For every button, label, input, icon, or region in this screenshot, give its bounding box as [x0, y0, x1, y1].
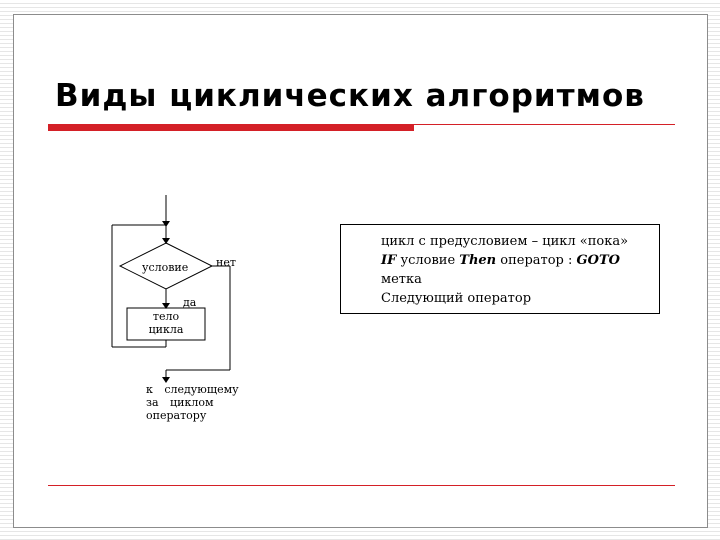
description-line-1: цикл с предусловием – цикл «пока» — [381, 234, 629, 249]
condition-word: условие — [396, 253, 460, 268]
operator-word: оператор : — [496, 253, 577, 268]
slide-title: Виды циклических алгоритмов — [55, 78, 645, 114]
no-label: нет — [216, 256, 236, 269]
description-line-2 — [381, 251, 628, 270]
exit-label: к следующему за циклом оператору — [146, 383, 239, 422]
description-text — [381, 232, 628, 308]
cond-arrowhead — [162, 238, 170, 244]
loop-body-label: тело цикла — [148, 310, 184, 336]
goto-keyword: GOTO — [576, 253, 620, 268]
description-line-4: Следующий оператор — [381, 291, 532, 306]
entry-arrowhead — [162, 221, 170, 227]
then-keyword: Then — [459, 253, 497, 268]
if-keyword: IF — [381, 253, 397, 268]
yes-label: да — [183, 296, 197, 309]
description-line-3: метка — [381, 272, 422, 287]
condition-label: условие — [142, 261, 189, 274]
